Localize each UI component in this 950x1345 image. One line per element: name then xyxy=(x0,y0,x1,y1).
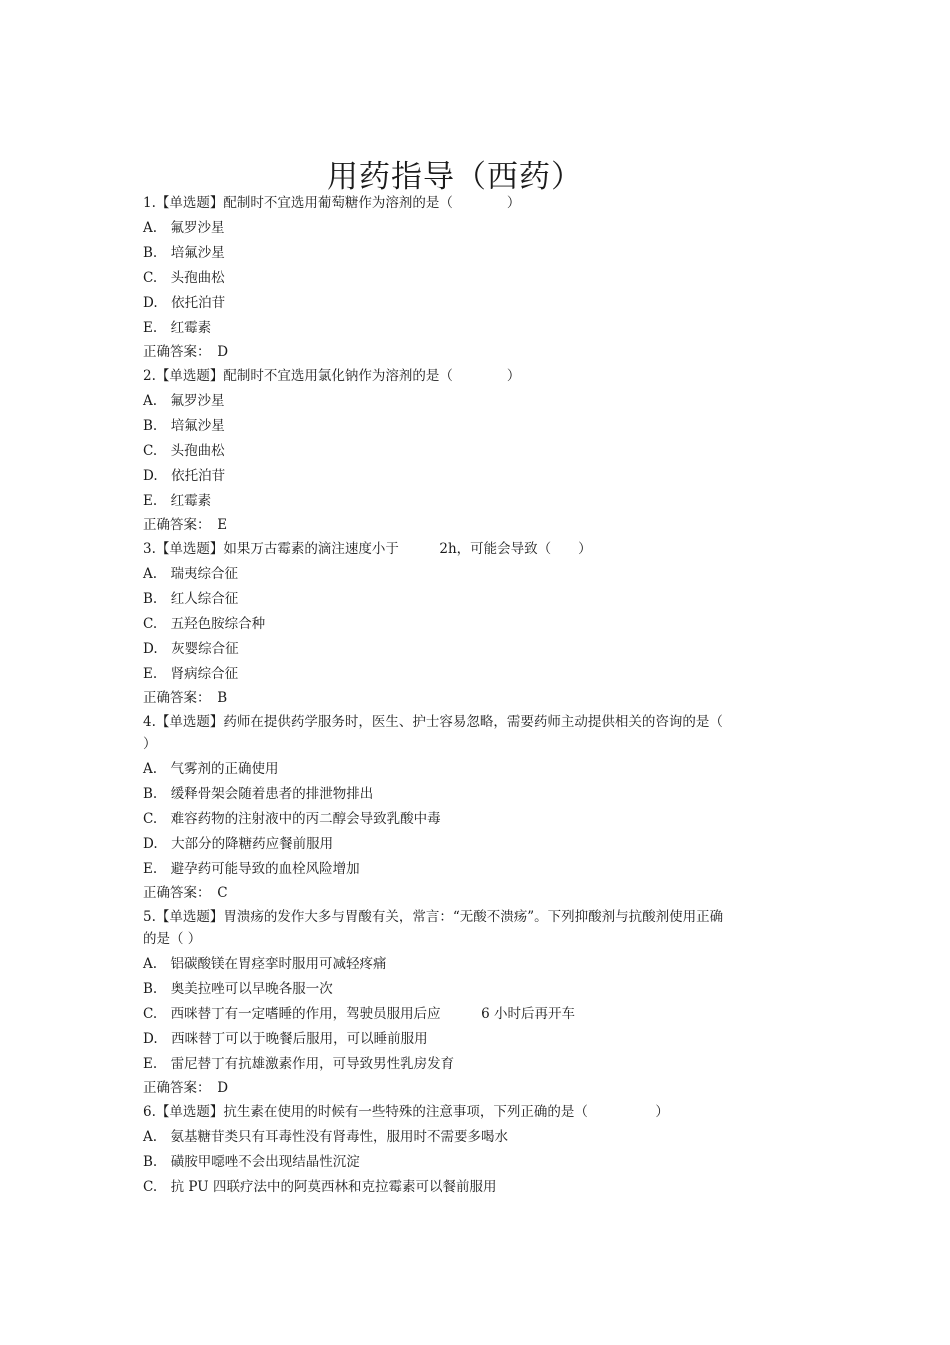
question-stem: 1.【单选题】配制时不宜选用葡萄糖作为溶剂的是（ ） xyxy=(143,195,521,211)
correct-answer: 正确答案： E xyxy=(143,517,228,533)
option-b: B. 磺胺甲噁唑不会出现结晶性沉淀 xyxy=(143,1154,360,1170)
option-e: E. 红霉素 xyxy=(143,493,212,509)
question-1 xyxy=(143,192,733,363)
option-a: A. 铝碳酸镁在胃痉挛时服用可减轻疼痛 xyxy=(143,956,387,972)
option-a: A. 氟罗沙星 xyxy=(143,220,225,236)
option-c: C. 难容药物的注射液中的丙二醇会导致乳酸中毒 xyxy=(143,811,441,827)
question-stem: 3.【单选题】如果万古霉素的滴注速度小于 2h，可能会导致（ ） xyxy=(143,541,592,557)
question-5 xyxy=(143,906,733,1099)
option-c: C. 头孢曲松 xyxy=(143,443,225,459)
correct-answer: 正确答案： D xyxy=(143,1080,229,1096)
option-c: C. 西咪替丁有一定嗜睡的作用，驾驶员服用后应 6 小时后再开车 xyxy=(143,1006,576,1022)
correct-answer: 正确答案： B xyxy=(143,690,228,706)
question-3 xyxy=(143,538,733,709)
question-list xyxy=(143,192,733,1200)
document-title: 用药指导（西药） xyxy=(327,158,583,195)
option-e: E. 红霉素 xyxy=(143,320,212,336)
question-4 xyxy=(143,711,733,904)
option-c: C. 五羟色胺综合种 xyxy=(143,616,266,632)
option-a: A. 瑞夷综合征 xyxy=(143,566,239,582)
option-a: A. 氨基糖苷类只有耳毒性没有肾毒性，服用时不需要多喝水 xyxy=(143,1129,509,1145)
question-2 xyxy=(143,365,733,536)
correct-answer: 正确答案： C xyxy=(143,885,228,901)
option-a: A. 氟罗沙星 xyxy=(143,393,225,409)
option-d: D. 依托泊苷 xyxy=(143,468,226,484)
option-c: C. 抗 PU 四联疗法中的阿莫西林和克拉霉素可以餐前服用 xyxy=(143,1179,497,1195)
option-e: E. 肾病综合征 xyxy=(143,666,239,682)
option-b: B. 培氟沙星 xyxy=(143,245,225,261)
option-d: D. 西咪替丁可以于晚餐后服用，可以睡前服用 xyxy=(143,1031,428,1047)
option-c: C. 头孢曲松 xyxy=(143,270,225,286)
correct-answer: 正确答案： D xyxy=(143,344,229,360)
question-6 xyxy=(143,1101,733,1200)
question-stem: 4.【单选题】药师在提供药学服务时，医生、护士容易忽略，需要药师主动提供相关的咨询的是（ ） xyxy=(143,714,723,752)
question-stem: 6.【单选题】抗生素在使用的时候有一些特殊的注意事项，下列正确的是（ ） xyxy=(143,1104,669,1120)
question-stem: 2.【单选题】配制时不宜选用氯化钠作为溶剂的是（ ） xyxy=(143,368,521,384)
question-stem: 5.【单选题】胃溃疡的发作大多与胃酸有关，常言：“无酸不溃疡”。下列抑酸剂与抗酸剂使用正确的是（ ） xyxy=(143,909,724,947)
option-e: E. 雷尼替丁有抗雄激素作用，可导致男性乳房发育 xyxy=(143,1056,455,1072)
option-d: D. 依托泊苷 xyxy=(143,295,226,311)
option-b: B. 培氟沙星 xyxy=(143,418,225,434)
option-d: D. 灰婴综合征 xyxy=(143,641,239,657)
option-e: E. 避孕药可能导致的血栓风险增加 xyxy=(143,861,360,877)
option-a: A. 气雾剂的正确使用 xyxy=(143,761,279,777)
option-b: B. 缓释骨架会随着患者的排泄物排出 xyxy=(143,786,374,802)
option-d: D. 大部分的降糖药应餐前服用 xyxy=(143,836,334,852)
option-b: B. 奥美拉唑可以早晚各服一次 xyxy=(143,981,333,997)
option-b: B. 红人综合征 xyxy=(143,591,239,607)
